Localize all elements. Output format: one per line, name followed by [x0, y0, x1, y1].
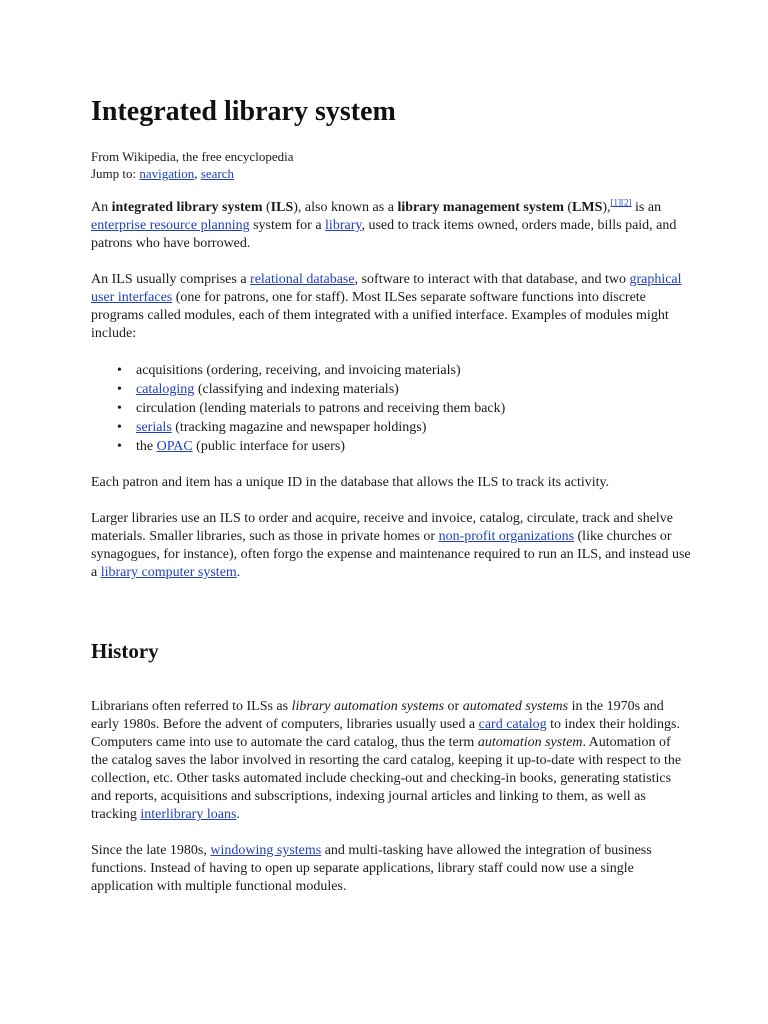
list-item — [117, 380, 691, 399]
list-item — [117, 361, 691, 380]
history-paragraph-1 — [91, 698, 691, 824]
search-link[interactable]: search — [200, 166, 234, 181]
term-lms: LMS — [572, 200, 603, 215]
interlibrary-loans-link[interactable]: interlibrary loans — [140, 807, 237, 822]
bullet-icon: • — [117, 363, 122, 378]
reference-link[interactable]: [1][2] — [610, 197, 632, 208]
text: (one for patrons, one for staff). Most ILSes separate software functions into discrete programs called modules, each of them integrated with a unified interface. Examples of modules might include: — [91, 290, 669, 341]
text: (classifying and indexing materials) — [194, 382, 399, 397]
term-ils-full: integrated library system — [111, 200, 263, 215]
cataloging-link[interactable]: cataloging — [136, 382, 195, 397]
text: ), — [602, 200, 611, 215]
modules-list — [91, 361, 691, 456]
text: the — [136, 439, 157, 454]
term-automation-system: automation system — [477, 735, 583, 750]
text: acquisitions (ordering, receiving, and invoicing materials) — [136, 363, 461, 378]
serials-link[interactable]: serials — [136, 420, 172, 435]
text: , used to track items owned, orders made, bills paid, and patrons who have borrowed. — [91, 218, 677, 251]
bullet-icon: • — [117, 439, 122, 454]
term-lms-full: library management system — [397, 200, 564, 215]
article — [91, 95, 691, 914]
text: system for a — [249, 218, 326, 233]
history-paragraph-2 — [91, 842, 691, 896]
list-item — [117, 399, 691, 418]
term-ils: ILS — [270, 200, 294, 215]
library-computer-system-link[interactable]: library computer system — [100, 565, 237, 580]
text: An ILS usually comprises a — [91, 272, 251, 287]
intro-paragraph — [91, 199, 691, 253]
jump-to-links — [91, 165, 691, 182]
text: ( — [262, 200, 271, 215]
library-link[interactable]: library — [325, 218, 362, 233]
gui-link[interactable]: graphical user interfaces — [91, 272, 682, 305]
text: is an — [631, 200, 662, 215]
text: Librarians often referred to ILSs as — [91, 699, 292, 714]
navigation-link[interactable]: navigation — [139, 166, 195, 181]
larger-libraries-paragraph — [91, 510, 691, 582]
term-library-automation-systems: library automation systems — [291, 699, 445, 714]
term-automated-systems: automated systems — [462, 699, 569, 714]
bullet-icon: • — [117, 401, 122, 416]
text: to index their holdings. Computers came into use to automate the card catalog, thus the term — [91, 717, 681, 750]
text: . — [236, 807, 240, 822]
card-catalog-link[interactable]: card catalog — [478, 717, 547, 732]
history-heading: History — [91, 639, 159, 663]
text: (like churches or synagogues, for instance), often forgo the expense and maintenance required to run an ILS, and instead use a — [91, 529, 691, 580]
text: Larger libraries use an ILS to order and acquire, receive and invoice, catalog, circulate, track and shelve materials. Smaller libraries, such as those in private homes or — [91, 511, 674, 544]
text: in the 1970s and early 1980s. Before the advent of computers, libraries usually used a — [91, 699, 664, 732]
text: Since the late 1980s, — [91, 843, 211, 858]
text: . — [236, 565, 241, 580]
non-profit-link[interactable]: non-profit organizations — [438, 529, 575, 544]
list-item — [117, 418, 691, 437]
modules-intro-paragraph — [91, 271, 691, 343]
relational-database-link[interactable]: relational database — [250, 272, 355, 287]
text: An — [91, 200, 112, 215]
text: ), also known as a — [293, 200, 398, 215]
jump-to-label: Jump to: — [91, 166, 140, 181]
bullet-icon: • — [117, 420, 122, 435]
erp-link[interactable]: enterprise resource planning — [91, 218, 250, 233]
list-item — [117, 437, 691, 456]
tagline: From Wikipedia, the free encyclopedia — [91, 149, 294, 164]
text: (tracking magazine and newspaper holdings) — [171, 420, 427, 435]
windowing-systems-link[interactable]: windowing systems — [210, 843, 322, 858]
text: . Automation of the catalog saves the labor involved in resorting the card catalog, keeping it up-to-date with respect to the collection, etc. Other tasks automated include checking-out and checking-in books, generating statistics and reports, acquisitions and subscriptions, indexing journal articles and linking to them, as well as tracking — [91, 735, 682, 822]
text: and multi-tasking have allowed the integration of business functions. Instead of having to open up separate applications, library staff could now use a single application with multiple functional modules. — [91, 843, 652, 894]
bullet-icon: • — [117, 382, 122, 397]
page-title: Integrated library system — [91, 96, 396, 127]
text: (public interface for users) — [192, 439, 346, 454]
jump-separator: , — [194, 166, 201, 181]
text: ( — [563, 200, 573, 215]
text: , software to interact with that database, and two — [354, 272, 630, 287]
opac-link[interactable]: OPAC — [156, 439, 193, 454]
text: or — [444, 699, 463, 714]
unique-id-paragraph: Each patron and item has a unique ID in the database that allows the ILS to track its activity. — [91, 475, 610, 490]
text: circulation (lending materials to patrons and receiving them back) — [136, 401, 506, 416]
